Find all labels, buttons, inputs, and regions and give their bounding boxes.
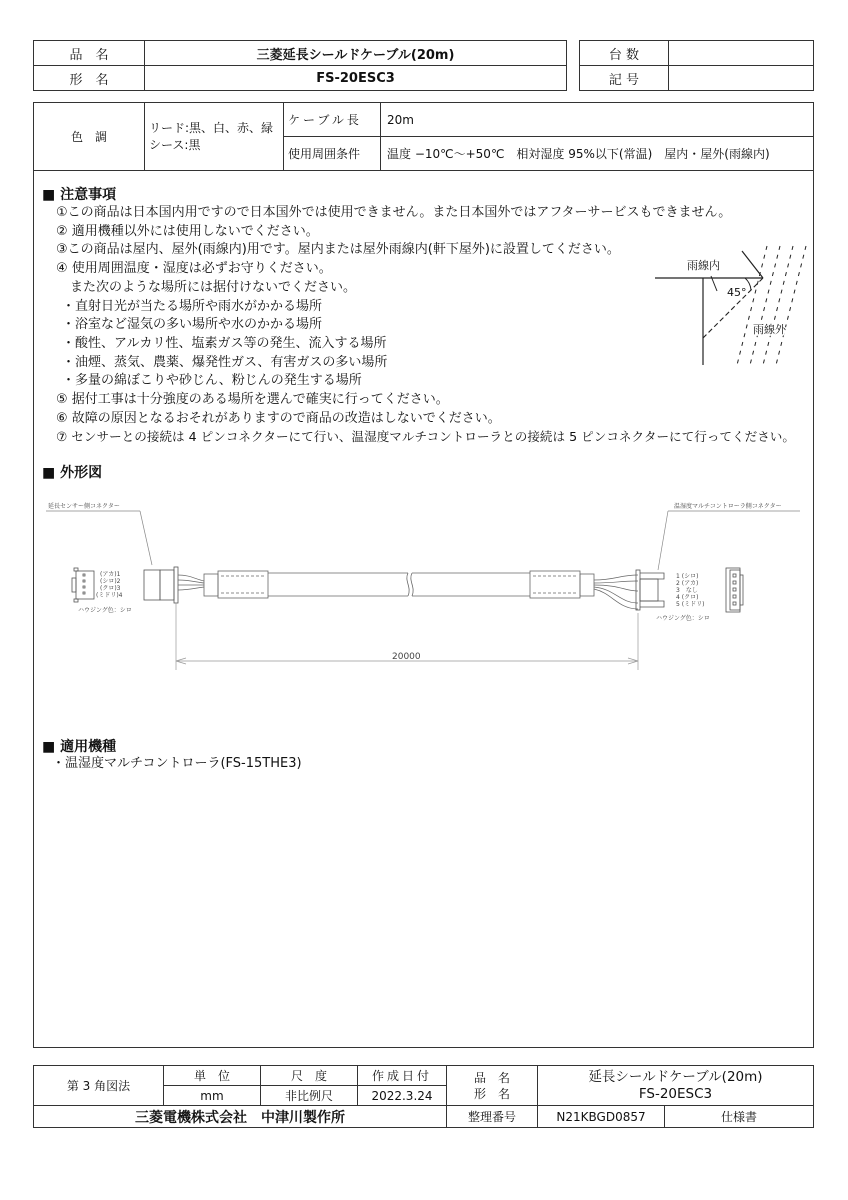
projection: 第 3 角図法: [34, 1066, 164, 1106]
applicable-title: ■ 適用機種: [42, 739, 117, 755]
note-item: ⑥ 故障の原因となるおそれがありますので商品の改造はしないでください。: [56, 410, 501, 426]
title-block: [33, 1065, 814, 1128]
rain-lines: [737, 246, 806, 365]
note-item: ③この商品は屋内、屋外(雨線内)用です。屋内または屋外雨線内(軒下屋外)に設置してください。: [56, 242, 620, 258]
note-bullet: ・多量の綿ぼこりや砂じん、粉じんの発生する場所: [62, 373, 362, 389]
note-item: ①この商品は日本国内用ですので日本国外では使用できません。また日本国外ではアフターサービスもできません。: [56, 205, 732, 220]
color-value: [145, 103, 284, 171]
right-pin-2: 2 (アカ): [676, 580, 699, 587]
left-connector-icon: [144, 567, 178, 603]
quantity-label: 台 数: [580, 41, 669, 66]
spec-table: [33, 102, 814, 171]
doc-type: 仕様書: [665, 1106, 814, 1128]
quantity-value: [669, 41, 814, 66]
ref-label: 整理番号: [447, 1106, 538, 1128]
header-quantity-table: [579, 40, 814, 91]
color-value-lead: リード:黒、白、赤、緑: [149, 120, 274, 135]
note-bullet: ・浴室など湿気の多い場所や水のかかる場所: [62, 317, 323, 333]
right-wires: [594, 575, 638, 609]
right-connector-icon: [636, 570, 664, 610]
outline-title: ■ 外形図: [42, 465, 103, 481]
rain-line-diagram: [645, 243, 810, 368]
date-value: 2022.3.24: [358, 1086, 447, 1106]
angle-label: 45°: [727, 286, 747, 299]
conditions-label: 使用周囲条件: [284, 137, 381, 171]
cable-body: [204, 571, 594, 598]
footer-product-name-label: 品 名: [473, 1070, 510, 1085]
right-housing-icon: [726, 568, 743, 612]
dimension-value: 20000: [392, 652, 421, 662]
left-connector-label: 延長センサー側コネクター: [48, 503, 120, 510]
note-item: ② 適用機種以外には使用しないでください。: [56, 223, 319, 239]
header-product-table: [33, 40, 567, 91]
note-item: ④ 使用周囲温度・湿度は必ずお守りください。: [56, 261, 332, 277]
unit-value: mm: [164, 1086, 261, 1106]
product-name-label: 品 名: [34, 41, 145, 66]
scale-value: 非比例尺: [261, 1086, 358, 1106]
color-value-sheath: シース:黒: [149, 137, 201, 152]
model: FS-20ESC3: [145, 66, 567, 91]
notes-title: ■ 注意事項: [42, 187, 117, 203]
cable-length: 20m: [381, 103, 814, 137]
right-housing-color: ハウジング色：シロ: [656, 615, 710, 622]
left-pin-2: (シロ)2: [100, 578, 121, 585]
applicable-item: ・温湿度マルチコントローラ(FS-15THE3): [52, 756, 302, 771]
company-name: 三菱電機株式会社 中津川製作所: [34, 1106, 447, 1128]
conditions: 温度 −10℃〜+50℃ 相対湿度 95%以下(常温) 屋内・屋外(雨線内): [381, 137, 814, 171]
note-item: ⑤ 据付工事は十分強度のある場所を選んで確実に行ってください。: [56, 392, 449, 408]
right-pin-5: 5 (ミドリ): [676, 601, 705, 608]
left-pin-4: (ミドリ)4: [96, 592, 123, 599]
right-pin-3: 3 なし: [676, 587, 698, 594]
left-pin-1: (アカ)1: [100, 571, 121, 578]
name-labels: [447, 1066, 538, 1106]
note-bullet: ・酸性、アルカリ性、塩素ガス等の発生、流入する場所: [62, 335, 387, 351]
note-bullet: ・油煙、蒸気、農薬、爆発性ガス、有害ガスの多い場所: [62, 354, 388, 370]
note-bullet: ・直射日光が当たる場所や雨水がかかる場所: [62, 298, 323, 314]
right-pin-1: 1 (シロ): [676, 573, 699, 580]
note-item: ⑦ センサーとの接続は 4 ピンコネクターにて行い、温湿度マルチコントローラとの接続は 5 ピンコネクターにて行ってください。: [56, 429, 795, 445]
unit-label: 単 位: [164, 1066, 261, 1086]
symbol-label: 記 号: [580, 66, 669, 91]
date-label: 作成日付: [358, 1066, 447, 1086]
footer-product-name: 延長シールドケーブル(20m): [588, 1068, 763, 1085]
footer-model: FS-20ESC3: [638, 1085, 713, 1102]
outside-rain-line-label: 雨線外: [753, 323, 786, 336]
footer-product: [538, 1066, 814, 1106]
left-wires: [178, 575, 204, 590]
left-housing-color: ハウジング色：シロ: [78, 607, 132, 614]
outline-drawing: [40, 495, 810, 675]
left-housing-icon: [72, 568, 94, 602]
footer-model-label: 形 名: [473, 1086, 510, 1101]
right-connector-label: 温湿度マルチコントローラ側コネクター: [674, 503, 782, 510]
ref-number: N21KBGD0857: [538, 1106, 665, 1128]
right-leader-line: [658, 511, 668, 570]
product-name: 三菱延長シールドケーブル(20m): [145, 41, 567, 66]
cable-length-label: ケーブル長: [284, 103, 381, 137]
note-sub-line: また次のような場所には据付けないでください。: [70, 279, 357, 295]
model-label: 形 名: [34, 66, 145, 91]
scale-label: 尺 度: [261, 1066, 358, 1086]
color-label: 色 調: [34, 103, 145, 171]
inside-rain-line-label: 雨線内: [687, 259, 720, 272]
left-pin-3: (クロ)3: [100, 585, 121, 592]
right-pin-4: 4 (クロ): [676, 594, 699, 601]
left-leader-line: [140, 511, 152, 565]
symbol-value: [669, 66, 814, 91]
